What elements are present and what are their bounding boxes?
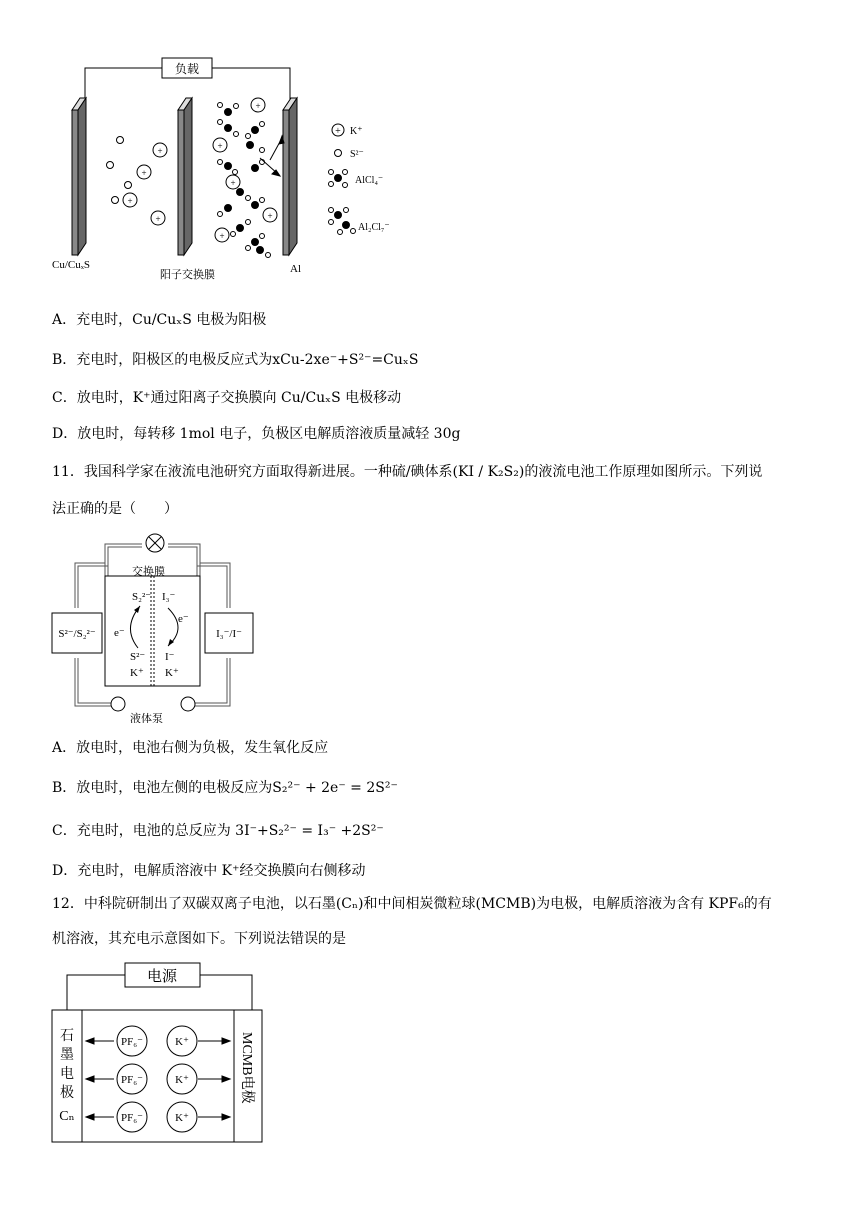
svg-text:S²⁻: S²⁻ — [350, 149, 364, 160]
svg-text:S²⁻: S²⁻ — [130, 651, 146, 663]
left-ions — [107, 137, 168, 226]
svg-text:+: + — [217, 141, 223, 151]
svg-text:墨: 墨 — [60, 1048, 74, 1063]
figure-flow-battery — [50, 528, 275, 723]
svg-text:K⁺: K⁺ — [175, 1112, 189, 1124]
svg-text:PF₆⁻: PF₆⁻ — [121, 1074, 143, 1086]
svg-text:+: + — [335, 126, 341, 137]
svg-text:e⁻: e⁻ — [114, 627, 125, 639]
q11-stem-line2: 法正确的是（ ） — [52, 501, 178, 517]
svg-text:PF₆⁻: PF₆⁻ — [121, 1036, 143, 1048]
svg-text:+: + — [267, 211, 273, 221]
q12-stem-line1: 12．中科院研制出了双碳双离子电池，以石墨(Cₙ)和中间相炭微粒球(MCMB)为电极，电解质溶液为含有 KPF₆的有 — [52, 896, 772, 912]
svg-text:电: 电 — [60, 1067, 74, 1082]
svg-text:K⁺: K⁺ — [175, 1036, 189, 1048]
svg-text:K⁺: K⁺ — [165, 667, 179, 679]
svg-text:K⁺: K⁺ — [350, 126, 363, 137]
svg-text:Cₙ: Cₙ — [59, 1109, 75, 1124]
svg-text:+: + — [141, 168, 147, 178]
left-electrode-label: Cu/CuₓS — [52, 259, 91, 271]
right-electrode-label: Al — [290, 263, 301, 275]
q11-option-d: D．充电时，电解质溶液中 K⁺经交换膜向右侧移动 — [52, 863, 366, 879]
q11-option-c: C．充电时，电池的总反应为 3I⁻+S₂²⁻ = I₃⁻ +2S²⁻ — [52, 823, 384, 839]
svg-text:Al₂Cl₇⁻: Al₂Cl₇⁻ — [358, 222, 390, 233]
membrane-label: 阳子交换膜 — [160, 269, 215, 281]
svg-text:PF₆⁻: PF₆⁻ — [121, 1112, 143, 1124]
svg-text:AlCl₄⁻: AlCl₄⁻ — [355, 175, 384, 186]
left-box-label: S²⁻/S₂²⁻ — [58, 628, 96, 640]
pump-right-icon — [181, 697, 195, 711]
pump-left-icon — [111, 697, 125, 711]
q11-option-b: B．放电时，电池左侧的电极反应为S₂²⁻ + 2e⁻ = 2S²⁻ — [52, 780, 398, 796]
svg-text:+: + — [157, 146, 163, 156]
q11-stem-line1: 11．我国科学家在液流电池研究方面取得新进展。一种硫/碘体系(KI / K₂S₂)的液流电池工作原理如图所示。下列说 — [52, 464, 763, 480]
svg-text:+: + — [219, 231, 225, 241]
right-box-label: I₃⁻/I⁻ — [216, 628, 242, 640]
q10-option-d: D．放电时，每转移 1mol 电子，负极区电解质溶液质量减轻 30g — [52, 426, 461, 442]
q10-option-b: B．充电时，阳极区的电极反应式为xCu-2xe⁻+S²⁻=CuₓS — [52, 352, 419, 368]
svg-text:+: + — [127, 196, 133, 206]
svg-text:+: + — [255, 101, 261, 111]
power-label: 电源 — [146, 969, 178, 985]
exchange-membrane-label: 交换膜 — [132, 566, 165, 578]
svg-text:+: + — [155, 214, 161, 224]
membrane-electrode — [178, 98, 192, 255]
svg-text:I₃⁻: I₃⁻ — [162, 591, 176, 603]
q11-option-a: A．放电时，电池右侧为负极，发生氧化反应 — [52, 740, 329, 756]
svg-text:S₂²⁻: S₂²⁻ — [132, 591, 152, 603]
svg-text:K⁺: K⁺ — [175, 1074, 189, 1086]
svg-text:e⁻: e⁻ — [178, 613, 189, 625]
left-electrode-text — [59, 1028, 74, 1124]
right-electrode — [283, 98, 297, 255]
pump-label: 液体泵 — [130, 713, 163, 723]
load-label: 负载 — [174, 62, 200, 76]
svg-text:极: 极 — [60, 1086, 74, 1101]
q10-option-a: A．充电时，Cu/CuₓS 电极为阳极 — [52, 312, 267, 328]
svg-text:+: + — [230, 178, 236, 188]
right-electrode-text: MCMB电极 — [239, 1032, 254, 1104]
q12-stem-line2: 机溶液，其充电示意图如下。下列说法错误的是 — [52, 931, 346, 947]
svg-text:K⁺: K⁺ — [130, 667, 144, 679]
left-electrode — [72, 98, 86, 255]
figure-dual-carbon-battery — [50, 960, 270, 1148]
fig1-legend — [329, 124, 390, 235]
q10-option-c: C．放电时，K⁺通过阳离子交换膜向 Cu/CuₓS 电极移动 — [52, 390, 402, 406]
figure-battery-al — [50, 50, 410, 285]
svg-text:I⁻: I⁻ — [165, 651, 175, 663]
right-ions — [213, 98, 284, 258]
svg-text:石: 石 — [60, 1029, 74, 1044]
